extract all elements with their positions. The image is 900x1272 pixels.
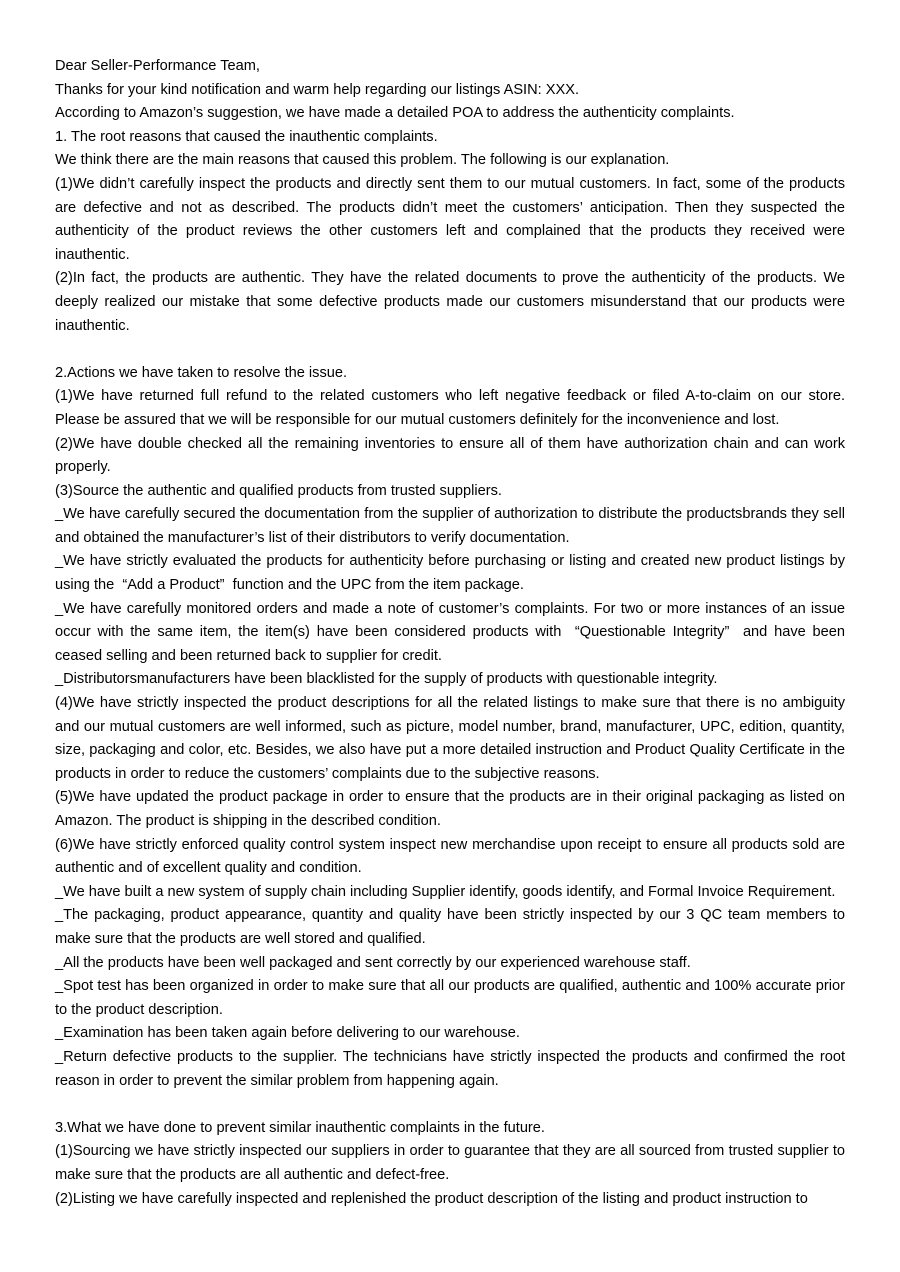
section-2-item: _We have strictly evaluated the products for authenticity before purchasing or listing and created new product listings by using the “Add a Product” function and the UPC from the item package. bbox=[55, 553, 850, 594]
section-1-lead: We think there are the main reasons that caused this problem. The following is our explanation. bbox=[55, 152, 670, 169]
section-2-heading: 2.Actions we have taken to resolve the issue. bbox=[55, 364, 348, 381]
section-3-heading: 3.What we have done to prevent similar inauthentic complaints in the future. bbox=[55, 1119, 545, 1136]
paragraph-gap bbox=[55, 1093, 845, 1117]
thanks-line: Thanks for your kind notification and warm help regarding our listings ASIN: XXX. bbox=[55, 81, 580, 98]
section-2-item: (2)We have double checked all the remaining inventories to ensure all of them have authorization chain and can work properly. bbox=[55, 435, 850, 476]
section-2-item: _The packaging, product appearance, quantity and quality have been strictly inspected by our 3 QC team members to make sure that the products are well stored and qualified. bbox=[55, 907, 850, 947]
section-3-item: (1)Sourcing we have strictly inspected our suppliers in order to guarantee that they are all sourced from trusted supplier to make sure that the products are all authentic and defect-free. bbox=[55, 1143, 850, 1183]
section-2-item: _Return defective products to the supplier. The technicians have strictly inspected the products and confirmed the root reason in order to prevent the similar problem from happening again. bbox=[55, 1048, 850, 1089]
section-1-heading: 1. The root reasons that caused the inauthentic complaints. bbox=[55, 128, 438, 145]
salutation: Dear Seller-Performance Team, bbox=[55, 58, 260, 74]
section-2-item: _Spot test has been organized in order to make sure that all our products are qualified, authentic and 100% accurate prior to the product description. bbox=[55, 978, 850, 1018]
section-2-item: (3)Source the authentic and qualified products from trusted suppliers. bbox=[55, 482, 502, 499]
section-2-item: (1)We have returned full refund to the related customers who left negative feedback or filed A-to-claim on our store. Please be assured that we will be responsible for our mutual customers definitely for the inconvenience and lost. bbox=[55, 388, 850, 428]
section-3-item: (2)Listing we have carefully inspected and replenished the product description of the listing and product instruction to bbox=[55, 1190, 808, 1207]
section-2-item: _Examination has been taken again before delivering to our warehouse. bbox=[55, 1025, 520, 1042]
section-2-item: _Distributorsmanufacturers have been blacklisted for the supply of products with questionable integrity. bbox=[55, 671, 718, 688]
section-2-item: (6)We have strictly enforced quality control system inspect new merchandise upon receipt to ensure all products sold are authentic and of excellent quality and condition. bbox=[55, 836, 850, 877]
section-2-item: _We have built a new system of supply chain including Supplier identify, goods identify, and Formal Invoice Requirement. bbox=[55, 883, 836, 900]
section-1-item: (2)In fact, the products are authentic. They have the related documents to prove the authenticity of the products. We deeply realized our mistake that some defective products made our customers misunderstand that our products were inauthentic. bbox=[55, 270, 850, 334]
section-2-item: (4)We have strictly inspected the product descriptions for all the related listings to make sure that there is no ambiguity and our mutual customers are well informed, such as picture, model number, brand, manufacturer, UPC, edition, quantity, size, packaging and color, etc. Besides, we also have put a more detailed instruction and Product Quality Certificate in the products in order to reduce the customers’ complaints due to the subjective reasons. bbox=[55, 695, 850, 782]
section-1-item: (1)We didn’t carefully inspect the products and directly sent them to our mutual customers. In fact, some of the products are defective and not as described. The products didn’t meet the customers’ anticipation. Then they suspected the authenticity of the product reviews the other customers left and complained that the products they received were inauthentic. bbox=[55, 175, 850, 263]
paragraph-gap bbox=[55, 338, 845, 362]
intro-line: According to Amazon’s suggestion, we have made a detailed POA to address the authenticity complaints. bbox=[55, 105, 735, 122]
section-2-item: _All the products have been well packaged and sent correctly by our experienced warehouse staff. bbox=[55, 954, 691, 971]
section-2-item: _We have carefully monitored orders and made a note of customer’s complaints. For two or more instances of an issue occur with the same item, the item(s) have been considered products with “Questionable Integrity” and have been ceased selling and been returned back to supplier for credit. bbox=[55, 600, 850, 664]
section-2-item: _We have carefully secured the documentation from the supplier of authorization to distribute the productsbrands they sell and obtained the manufacturer’s list of their distributors to verify documentation. bbox=[55, 506, 850, 546]
poa-letter bbox=[55, 55, 850, 1211]
section-2-item: (5)We have updated the product package in order to ensure that the products are in their original packaging as listed on Amazon. The product is shipping in the described condition. bbox=[55, 789, 849, 829]
